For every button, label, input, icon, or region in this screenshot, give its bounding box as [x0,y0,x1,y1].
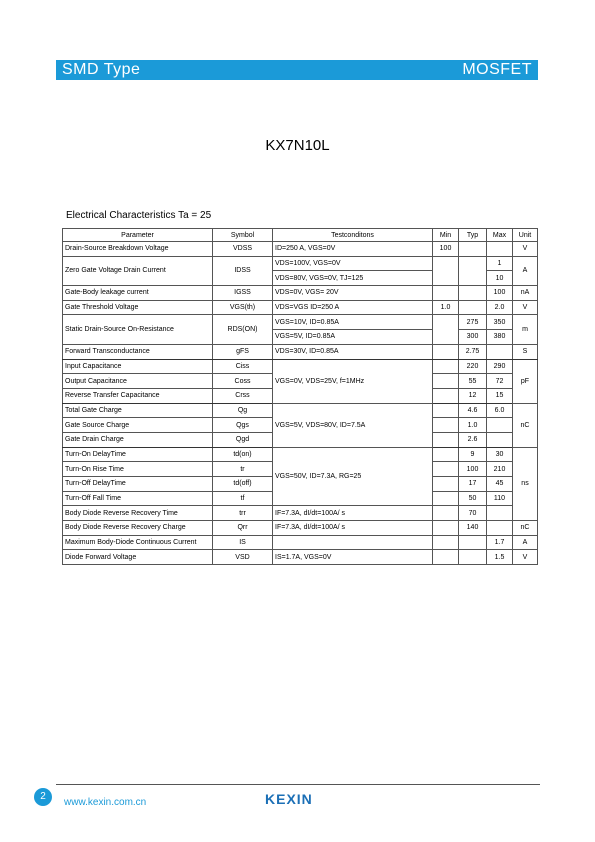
min-cell: 1.0 [433,300,459,315]
param-cell: Turn-Off Fall Time [63,491,213,506]
header-type: SMD Type [62,61,141,78]
typ-cell: 50 [459,491,487,506]
max-cell: 100 [487,286,513,301]
table-row [63,300,538,315]
symbol-cell: Qgd [213,432,273,447]
table-row [63,242,538,257]
param-cell: Static Drain-Source On-Resistance [63,315,213,344]
symbol-cell: Qgs [213,418,273,433]
typ-cell: 9 [459,447,487,462]
cond-cell: IF=7.3A, dI/dt=100A/ s [273,506,433,521]
kexin-logo-text: KEXIN [265,791,313,807]
col-header-testconditions: Testconditons [273,229,433,242]
unit-cell: V [513,242,538,257]
symbol-cell: trr [213,506,273,521]
col-header-parameter: Parameter [63,229,213,242]
col-header-max: Max [487,229,513,242]
param-cell: Maximum Body-Diode Continuous Current [63,535,213,550]
page-number-badge: 2 [34,788,52,806]
typ-cell: 2.6 [459,432,487,447]
min-cell [433,374,459,389]
unit-cell: A [513,535,538,550]
table-header-row [63,229,538,242]
min-cell [433,359,459,374]
min-cell [433,388,459,403]
symbol-cell: VSD [213,550,273,565]
cond-cell: VGS=50V, ID=7.3A, RG=25 [273,447,433,506]
min-cell [433,344,459,359]
param-cell: Body Diode Reverse Recovery Charge [63,521,213,536]
symbol-cell: tf [213,491,273,506]
cond-cell: VDS=0V, VGS= 20V [273,286,433,301]
unit-cell: pF [513,359,538,403]
symbol-cell: VDSS [213,242,273,257]
section-title: Electrical Characteristics Ta = 25 [66,210,212,221]
min-cell [433,447,459,462]
symbol-cell: RDS(ON) [213,315,273,344]
symbol-cell: IS [213,535,273,550]
cond-cell: IF=7.3A, dI/dt=100A/ s [273,521,433,536]
param-cell: Gate Drain Charge [63,432,213,447]
min-cell [433,403,459,418]
cond-cell: VGS=5V, ID=0.85A [273,330,433,345]
typ-cell [459,300,487,315]
typ-cell [459,242,487,257]
table-row [63,256,538,271]
typ-cell [459,286,487,301]
max-cell [487,432,513,447]
table-row [63,535,538,550]
param-cell: Turn-On Rise Time [63,462,213,477]
typ-cell: 300 [459,330,487,345]
max-cell: 1 [487,256,513,271]
kexin-logo [265,791,331,807]
unit-cell: V [513,550,538,565]
symbol-cell: Ciss [213,359,273,374]
col-header-typ: Typ [459,229,487,242]
param-cell: Reverse Transfer Capacitance [63,388,213,403]
max-cell: 290 [487,359,513,374]
electrical-characteristics-table [62,228,538,565]
max-cell: 380 [487,330,513,345]
param-cell: Body Diode Reverse Recovery Time [63,506,213,521]
cond-cell: IS=1.7A, VGS=0V [273,550,433,565]
header-category: MOSFET [462,61,532,78]
param-cell: Drain-Source Breakdown Voltage [63,242,213,257]
max-cell [487,418,513,433]
typ-cell: 4.6 [459,403,487,418]
param-cell: Gate Threshold Voltage [63,300,213,315]
unit-cell: S [513,344,538,359]
max-cell: 1.7 [487,535,513,550]
max-cell: 15 [487,388,513,403]
unit-cell: nC [513,403,538,447]
typ-cell: 275 [459,315,487,330]
table-row [63,359,538,374]
symbol-cell: Qrr [213,521,273,536]
typ-cell: 220 [459,359,487,374]
max-cell: 210 [487,462,513,477]
cond-cell: VDS=30V, ID=0.85A [273,344,433,359]
cond-cell: VDS=100V, VGS=0V [273,256,433,271]
table-row [63,344,538,359]
min-cell [433,550,459,565]
cond-cell: ID=250 A, VGS=0V [273,242,433,257]
unit-cell: nC [513,521,538,536]
max-cell: 6.0 [487,403,513,418]
unit-cell: A [513,256,538,285]
max-cell: 72 [487,374,513,389]
col-header-symbol: Symbol [213,229,273,242]
symbol-cell: Coss [213,374,273,389]
typ-cell: 140 [459,521,487,536]
symbol-cell: td(on) [213,447,273,462]
param-cell: Output Capacitance [63,374,213,389]
min-cell [433,418,459,433]
table-row [63,506,538,521]
symbol-cell: Qg [213,403,273,418]
max-cell [487,242,513,257]
param-cell: Gate Source Charge [63,418,213,433]
min-cell [433,506,459,521]
col-header-min: Min [433,229,459,242]
min-cell: 100 [433,242,459,257]
header-banner [56,60,538,80]
min-cell [433,256,459,285]
table-row [63,521,538,536]
table-row [63,315,538,330]
cond-cell [273,535,433,550]
min-cell [433,521,459,536]
min-cell [433,462,459,477]
max-cell: 30 [487,447,513,462]
min-cell [433,432,459,447]
symbol-cell: Crss [213,388,273,403]
typ-cell: 55 [459,374,487,389]
param-cell: Turn-Off DelayTime [63,477,213,492]
cond-cell: VGS=10V, ID=0.85A [273,315,433,330]
max-cell: 1.5 [487,550,513,565]
typ-cell [459,535,487,550]
unit-cell: V [513,300,538,315]
table-row [63,447,538,462]
col-header-unit: Unit [513,229,538,242]
cond-cell: VDS=VGS ID=250 A [273,300,433,315]
typ-cell: 2.75 [459,344,487,359]
unit-cell: m [513,315,538,344]
cond-cell: VGS=0V, VDS=25V, f=1MHz [273,359,433,403]
cond-cell: VDS=80V, VGS=0V, TJ=125 [273,271,433,286]
max-cell: 110 [487,491,513,506]
unit-cell: nA [513,286,538,301]
max-cell [487,506,513,521]
footer-url[interactable]: www.kexin.com.cn [64,797,147,808]
param-cell: Gate-Body leakage current [63,286,213,301]
cond-cell: VGS=5V, VDS=80V, ID=7.5A [273,403,433,447]
min-cell [433,286,459,301]
symbol-cell: IDSS [213,256,273,285]
typ-cell: 12 [459,388,487,403]
min-cell [433,477,459,492]
typ-cell [459,256,487,285]
param-cell: Forward Transconductance [63,344,213,359]
max-cell: 10 [487,271,513,286]
typ-cell [459,550,487,565]
symbol-cell: IGSS [213,286,273,301]
max-cell [487,521,513,536]
min-cell [433,315,459,344]
param-cell: Turn-On DelayTime [63,447,213,462]
max-cell [487,344,513,359]
max-cell: 350 [487,315,513,330]
param-cell: Diode Forward Voltage [63,550,213,565]
table-row [63,286,538,301]
min-cell [433,491,459,506]
typ-cell: 100 [459,462,487,477]
min-cell [433,535,459,550]
param-cell: Total Gate Charge [63,403,213,418]
symbol-cell: VGS(th) [213,300,273,315]
typ-cell: 70 [459,506,487,521]
symbol-cell: td(off) [213,477,273,492]
unit-cell: ns [513,447,538,520]
table-row [63,403,538,418]
param-cell: Input Capacitance [63,359,213,374]
max-cell: 45 [487,477,513,492]
max-cell: 2.0 [487,300,513,315]
typ-cell: 17 [459,477,487,492]
symbol-cell: gFS [213,344,273,359]
footer-divider [56,784,540,785]
param-cell: Zero Gate Voltage Drain Current [63,256,213,285]
part-number: KX7N10L [265,137,330,154]
symbol-cell: tr [213,462,273,477]
table-row [63,550,538,565]
typ-cell: 1.0 [459,418,487,433]
